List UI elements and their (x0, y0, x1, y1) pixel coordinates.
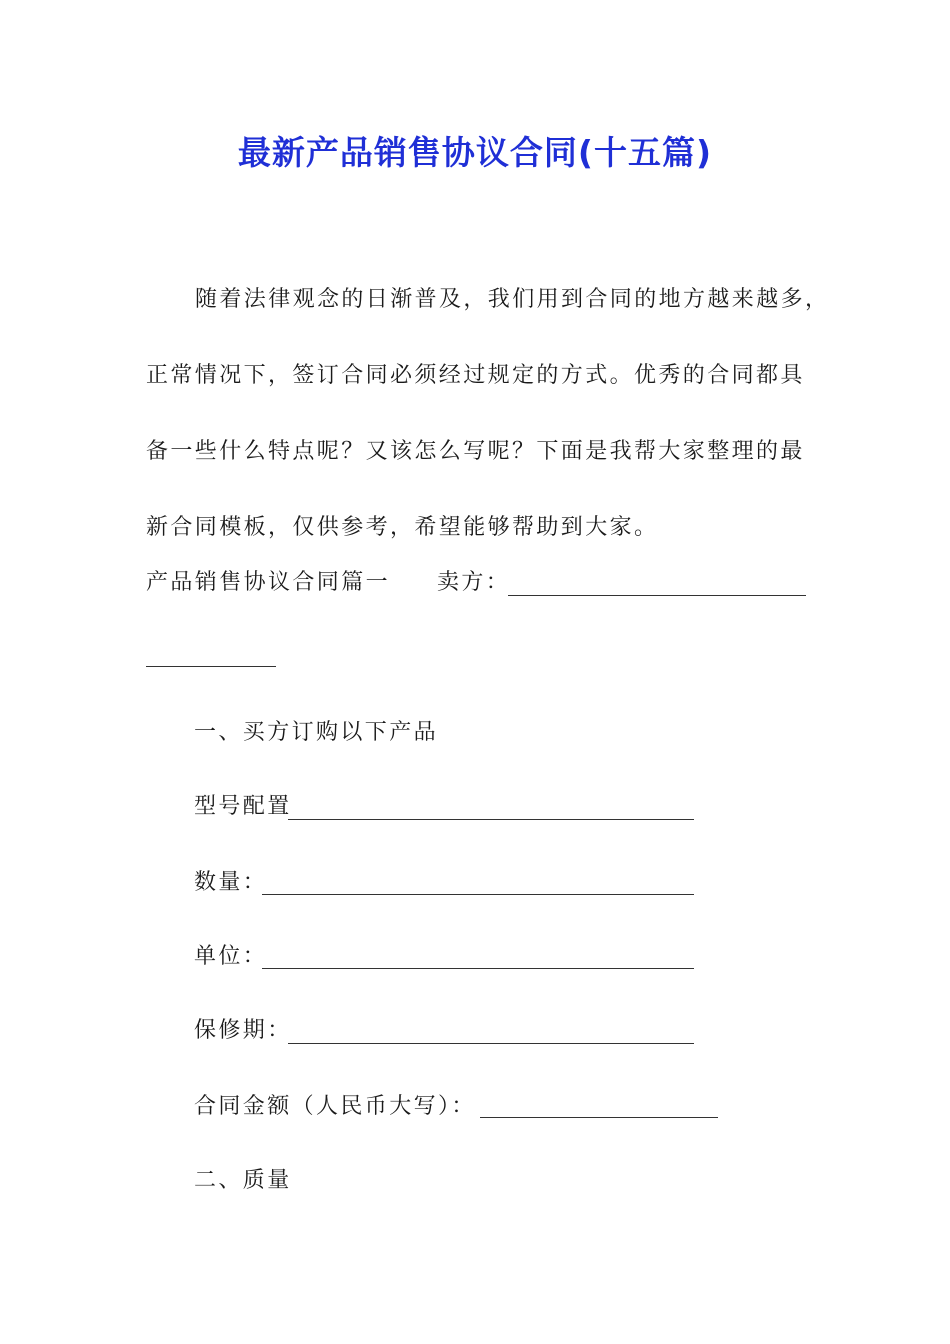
document-title: 最新产品销售协议合同(十五篇) (237, 133, 713, 172)
clause-2-heading: 二、质量 (194, 1168, 292, 1193)
seller-blank-line-continued (146, 666, 276, 667)
section-heading: 产品销售协议合同篇一 (146, 570, 391, 595)
warranty-blank-line (288, 1043, 694, 1044)
contract-amount-blank-line (480, 1117, 718, 1118)
quantity-blank-line (262, 894, 694, 895)
quantity-label: 数量： (194, 870, 268, 895)
unit-blank-line (262, 968, 694, 969)
clause-1-heading: 一、买方订购以下产品 (194, 720, 439, 745)
contract-amount-label: 合同金额（人民币大写）： (194, 1094, 476, 1119)
intro-line-1: 随着法律观念的日渐普及，我们用到合同的地方越来越多， (195, 287, 830, 312)
intro-line-4: 新合同模板，仅供参考，希望能够帮助到大家。 (146, 515, 659, 540)
seller-label: 卖方： (437, 570, 511, 595)
warranty-label: 保修期： (194, 1018, 292, 1043)
intro-paragraph (146, 262, 830, 566)
unit-label: 单位： (194, 944, 268, 969)
seller-blank-line (508, 595, 806, 596)
intro-line-3: 备一些什么特点呢？又该怎么写呢？下面是我帮大家整理的最 (146, 439, 805, 464)
model-config-blank-line (288, 819, 694, 820)
intro-line-2: 正常情况下，签订合同必须经过规定的方式。优秀的合同都具 (146, 363, 805, 388)
model-config-label: 型号配置 (194, 794, 292, 819)
